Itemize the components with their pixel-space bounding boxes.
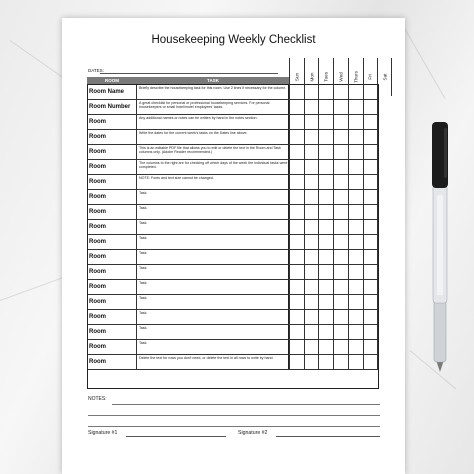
checkbox-sat[interactable] [377,355,392,369]
task-cell[interactable]: Task. [137,280,289,294]
checkbox-wed[interactable] [333,175,348,189]
day-header-thurs [348,58,363,96]
checkbox-fri[interactable] [363,295,378,309]
table-row [87,205,379,220]
task-cell[interactable]: This is an editable PDF file that allows you to edit or delete the text in the Room and Task columns only. (Adobe Reader recommended.) [137,145,289,159]
table-row [87,160,379,175]
checkbox-sun[interactable] [289,340,304,354]
checkbox-tues[interactable] [318,235,333,249]
checkbox-mon[interactable] [304,265,319,279]
checkbox-thurs[interactable] [348,175,363,189]
notes-label: NOTES: [88,396,107,402]
table-row [87,250,379,265]
checkbox-mon[interactable] [304,160,319,174]
checkbox-tues[interactable] [318,355,333,369]
checkbox-wed[interactable] [333,295,348,309]
checkbox-fri[interactable] [363,250,378,264]
table-row [87,175,379,190]
checkbox-sun[interactable] [289,205,304,219]
checkbox-sat[interactable] [377,265,392,279]
note-line[interactable] [88,426,380,427]
marble-vein [400,20,446,98]
checkbox-sat[interactable] [377,295,392,309]
checkbox-mon[interactable] [304,100,319,114]
checkbox-fri[interactable] [363,310,378,324]
task-cell[interactable]: Any additional names or notes can be written by hand in the notes section. [137,115,289,129]
table-row [87,220,379,235]
room-column-header: ROOM [105,78,119,83]
checkbox-wed[interactable] [333,340,348,354]
task-cell[interactable]: Task. [137,265,289,279]
checkbox-fri[interactable] [363,145,378,159]
day-label: Mon [309,72,315,82]
room-cell[interactable]: Room [87,250,137,264]
table-row [87,355,379,370]
checkbox-mon[interactable] [304,205,319,219]
checkbox-fri[interactable] [363,340,378,354]
room-cell[interactable]: Room [87,115,137,129]
checkbox-mon[interactable] [304,280,319,294]
checkbox-wed[interactable] [333,145,348,159]
checkbox-wed[interactable] [333,115,348,129]
task-cell[interactable]: Task. [137,340,289,354]
note-line[interactable] [112,404,380,405]
checkbox-sat[interactable] [377,310,392,324]
table-row [87,235,379,250]
checkbox-thurs[interactable] [348,250,363,264]
task-cell[interactable]: Task. [137,250,289,264]
checkbox-sat[interactable] [377,205,392,219]
room-cell[interactable]: Room [87,175,137,189]
room-cell[interactable]: Room [87,280,137,294]
checkbox-sun[interactable] [289,295,304,309]
task-cell[interactable]: Task. [137,295,289,309]
checkbox-sun[interactable] [289,250,304,264]
checkbox-sun[interactable] [289,145,304,159]
checkbox-wed[interactable] [333,310,348,324]
task-cell[interactable]: Task. [137,310,289,324]
room-cell[interactable]: Room [87,160,137,174]
checkbox-mon[interactable] [304,340,319,354]
checkbox-sun[interactable] [289,220,304,234]
table-row [87,115,379,130]
room-cell[interactable]: Room [87,340,137,354]
day-header-mon [304,58,319,96]
task-cell[interactable]: Task. [137,325,289,339]
room-cell[interactable]: Room [87,235,137,249]
task-cell[interactable]: Task. [137,235,289,249]
checkbox-fri[interactable] [363,220,378,234]
checkbox-sat[interactable] [377,100,392,114]
task-cell[interactable]: Delete the text for rows you don't need, or delete the text in all rows to write by hand. [137,355,289,369]
checkbox-thurs[interactable] [348,295,363,309]
checkbox-mon[interactable] [304,235,319,249]
checkbox-sat[interactable] [377,190,392,204]
day-header-sat [377,58,392,96]
checkbox-sat[interactable] [377,145,392,159]
checkbox-tues[interactable] [318,145,333,159]
table-row [87,100,379,115]
room-cell[interactable]: Room [87,355,137,369]
checkbox-sun[interactable] [289,280,304,294]
day-label: Tues [323,71,329,83]
day-header-fri [363,58,378,96]
checkbox-tues[interactable] [318,100,333,114]
checkbox-sat[interactable] [377,340,392,354]
checkbox-sat[interactable] [377,160,392,174]
checkbox-fri[interactable] [363,160,378,174]
checkbox-wed[interactable] [333,190,348,204]
checkbox-fri[interactable] [363,175,378,189]
checkbox-thurs[interactable] [348,340,363,354]
checkbox-sat[interactable] [377,280,392,294]
room-cell[interactable]: Room [87,325,137,339]
checkbox-tues[interactable] [318,175,333,189]
checkbox-fri[interactable] [363,130,378,144]
checkbox-mon[interactable] [304,175,319,189]
dates-line[interactable] [100,73,278,74]
checkbox-fri[interactable] [363,205,378,219]
checkbox-wed[interactable] [333,265,348,279]
checkbox-tues[interactable] [318,250,333,264]
room-cell[interactable]: Room [87,190,137,204]
checkbox-thurs[interactable] [348,145,363,159]
room-cell[interactable]: Room [87,130,137,144]
page-title: Housekeeping Weekly Checklist [151,34,316,46]
checkbox-wed[interactable] [333,160,348,174]
room-cell[interactable]: Room Number [87,100,137,114]
day-header-sun [289,58,304,96]
checkbox-sun[interactable] [289,100,304,114]
column-header-bar [87,77,289,84]
checkbox-tues[interactable] [318,310,333,324]
note-line[interactable] [88,415,380,416]
room-cell[interactable]: Room [87,145,137,159]
task-cell[interactable]: Briefly describe the housekeeping task for this room. Use 2 lines if necessary for the column. [137,85,289,99]
table-row [87,280,379,295]
table-row [87,130,379,145]
checkbox-wed[interactable] [333,130,348,144]
checkbox-tues[interactable] [318,340,333,354]
checkbox-mon[interactable] [304,310,319,324]
checkbox-mon[interactable] [304,295,319,309]
checkbox-sun[interactable] [289,235,304,249]
task-cell[interactable]: Write the dates for the current week's tasks on the Dates line above. [137,130,289,144]
checkbox-sun[interactable] [289,310,304,324]
checkbox-tues[interactable] [318,325,333,339]
checkbox-tues[interactable] [318,280,333,294]
table-row [87,310,379,325]
checkbox-thurs[interactable] [348,235,363,249]
task-cell[interactable]: Task. [137,205,289,219]
task-cell[interactable]: A great checklist for personal or professional housekeeping services. For personal housekeepers or small hotel/motel employees' tasks. [137,100,289,114]
task-cell[interactable]: Task. [137,220,289,234]
checkbox-sun[interactable] [289,325,304,339]
room-cell[interactable]: Room [87,265,137,279]
checkbox-fri[interactable] [363,115,378,129]
task-cell[interactable]: NOTE: Fonts and text size cannot be changed. [137,175,289,189]
checkbox-sat[interactable] [377,220,392,234]
checkbox-thurs[interactable] [348,130,363,144]
checkbox-tues[interactable] [318,115,333,129]
checkbox-tues[interactable] [318,265,333,279]
checkbox-thurs[interactable] [348,220,363,234]
checkbox-sat[interactable] [377,250,392,264]
table-row [87,295,379,310]
table-row [87,145,379,160]
checkbox-sat[interactable] [377,115,392,129]
checkbox-wed[interactable] [333,280,348,294]
checkbox-mon[interactable] [304,145,319,159]
checkbox-thurs[interactable] [348,325,363,339]
checkbox-fri[interactable] [363,100,378,114]
day-header-wed [333,58,348,96]
room-cell[interactable]: Room [87,310,137,324]
checkbox-thurs[interactable] [348,160,363,174]
table-row [87,325,379,340]
signature-1-line[interactable] [126,436,226,437]
checkbox-thurs[interactable] [348,190,363,204]
checkbox-thurs[interactable] [348,115,363,129]
checkbox-fri[interactable] [363,190,378,204]
checkbox-thurs[interactable] [348,265,363,279]
checkbox-sun[interactable] [289,160,304,174]
checkbox-mon[interactable] [304,115,319,129]
marble-vein [410,350,457,389]
checklist-page [62,18,405,474]
checkbox-fri[interactable] [363,235,378,249]
checkbox-fri[interactable] [363,265,378,279]
checkbox-thurs[interactable] [348,310,363,324]
checkbox-wed[interactable] [333,235,348,249]
checkbox-sun[interactable] [289,190,304,204]
signature-1-label: Signature #1 [88,430,118,436]
checkbox-mon[interactable] [304,130,319,144]
checkbox-wed[interactable] [333,205,348,219]
day-header-tues [318,58,333,96]
checkbox-tues[interactable] [318,130,333,144]
day-label: Sun [294,72,300,82]
table-row [87,340,379,355]
checkbox-mon[interactable] [304,325,319,339]
checkbox-wed[interactable] [333,325,348,339]
checkbox-thurs[interactable] [348,205,363,219]
room-cell[interactable]: Room [87,205,137,219]
day-label: Wed [338,72,344,82]
checkbox-wed[interactable] [333,355,348,369]
checkbox-mon[interactable] [304,355,319,369]
checkbox-mon[interactable] [304,220,319,234]
checkbox-fri[interactable] [363,355,378,369]
checkbox-thurs[interactable] [348,280,363,294]
checkbox-sat[interactable] [377,130,392,144]
task-cell[interactable]: The columns to the right are for checking off which days of the week the individual tasks were completed. [137,160,289,174]
marble-vein [0,276,66,301]
room-cell[interactable]: Room Name [87,85,137,99]
checkbox-thurs[interactable] [348,100,363,114]
room-cell[interactable]: Room [87,295,137,309]
checkbox-sat[interactable] [377,235,392,249]
checkbox-fri[interactable] [363,280,378,294]
dates-label: DATES: [88,68,104,73]
checkbox-thurs[interactable] [348,355,363,369]
checkbox-fri[interactable] [363,325,378,339]
checkbox-tues[interactable] [318,295,333,309]
checkbox-sat[interactable] [377,325,392,339]
checkbox-mon[interactable] [304,250,319,264]
checkbox-tues[interactable] [318,220,333,234]
checkbox-wed[interactable] [333,250,348,264]
checkbox-wed[interactable] [333,100,348,114]
checkbox-sun[interactable] [289,115,304,129]
checkbox-sun[interactable] [289,355,304,369]
day-label: Fri [367,74,373,80]
checkbox-sun[interactable] [289,175,304,189]
signature-2-label: Signature #2 [238,430,268,436]
table-row [87,190,379,205]
checkbox-sun[interactable] [289,265,304,279]
checkbox-tues[interactable] [318,205,333,219]
task-column-header: TASK [207,78,219,83]
checkbox-tues[interactable] [318,160,333,174]
checkbox-sat[interactable] [377,175,392,189]
day-label: Thurs [353,71,359,83]
checkbox-wed[interactable] [333,220,348,234]
checkbox-tues[interactable] [318,190,333,204]
table-row [87,265,379,280]
task-cell[interactable]: Task. [137,190,289,204]
checkbox-sun[interactable] [289,130,304,144]
day-label: Sat [382,73,388,81]
room-cell[interactable]: Room [87,220,137,234]
checkbox-mon[interactable] [304,190,319,204]
signature-2-line[interactable] [276,436,380,437]
